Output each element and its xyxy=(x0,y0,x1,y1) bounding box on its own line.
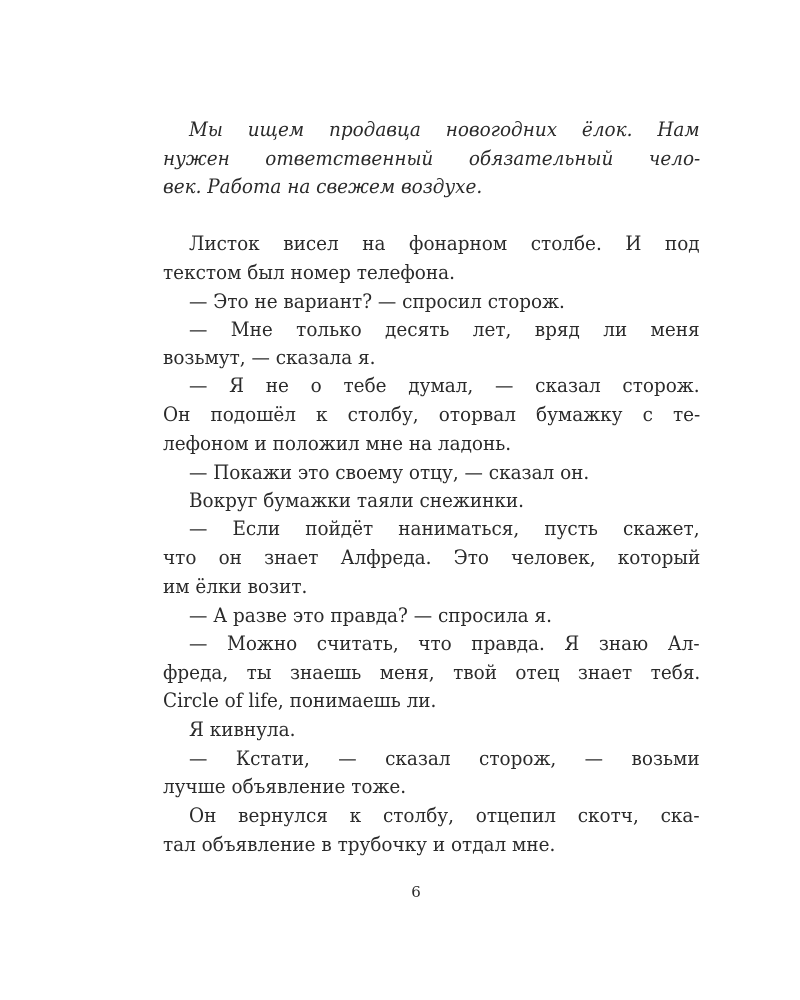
text-line-20: Circle of life, понимаешь ли. xyxy=(163,688,437,712)
text-line-11: лефоном и положил мне на ладонь. xyxy=(163,431,512,455)
text-line-21: Я кивнула. xyxy=(189,717,296,741)
text-line-13: Вокруг бумажки таяли снежинки. xyxy=(189,488,525,512)
text-line-24: Он вернулся к столбу, отцепил скотч, ска- xyxy=(189,803,700,827)
text-line-7: — Мне только десять лет, вряд ли меня xyxy=(189,317,700,341)
text-line-19: фреда, ты знаешь меня, твой отец знает тебя. xyxy=(163,660,701,684)
text-line-12: — Покажи это своему отцу, — сказал он. xyxy=(189,460,590,484)
page-number: 6 xyxy=(411,883,421,901)
ad-line-1: Мы ищем продавца новогодних ёлок. Нам xyxy=(189,117,700,141)
text-line-18: — Можно считать, что правда. Я знаю Ал- xyxy=(189,631,700,655)
text-line-10: Он подошёл к столбу, оторвал бумажку с те- xyxy=(163,402,701,426)
text-line-5: текстом был номер телефона. xyxy=(163,260,455,284)
text-line-25: тал объявление в трубочку и отдал мне. xyxy=(163,832,556,856)
text-line-22: — Кстати, — сказал сторож, — возьми xyxy=(189,746,700,770)
text-line-9: — Я не о тебе думал, — сказал сторож. xyxy=(189,373,700,397)
ad-line-3: век. Работа на свежем воздухе. xyxy=(163,174,483,198)
text-line-16: им ёлки возит. xyxy=(163,574,308,598)
text-line-8: возьмут, — сказала я. xyxy=(163,345,376,369)
text-line-15: что он знает Алфреда. Это человек, который xyxy=(163,545,701,569)
text-line-6: — Это не вариант? — спросил сторож. xyxy=(189,289,565,313)
text-line-23: лучше объявление тоже. xyxy=(163,774,407,798)
text-line-4: Листок висел на фонарном столбе. И под xyxy=(189,231,700,255)
text-line-14: — Если пойдёт наниматься, пусть скажет, xyxy=(189,516,700,540)
text-line-17: — А разве это правда? — спросила я. xyxy=(189,603,552,627)
ad-line-2: нужен ответственный обязательный чело- xyxy=(163,146,701,170)
